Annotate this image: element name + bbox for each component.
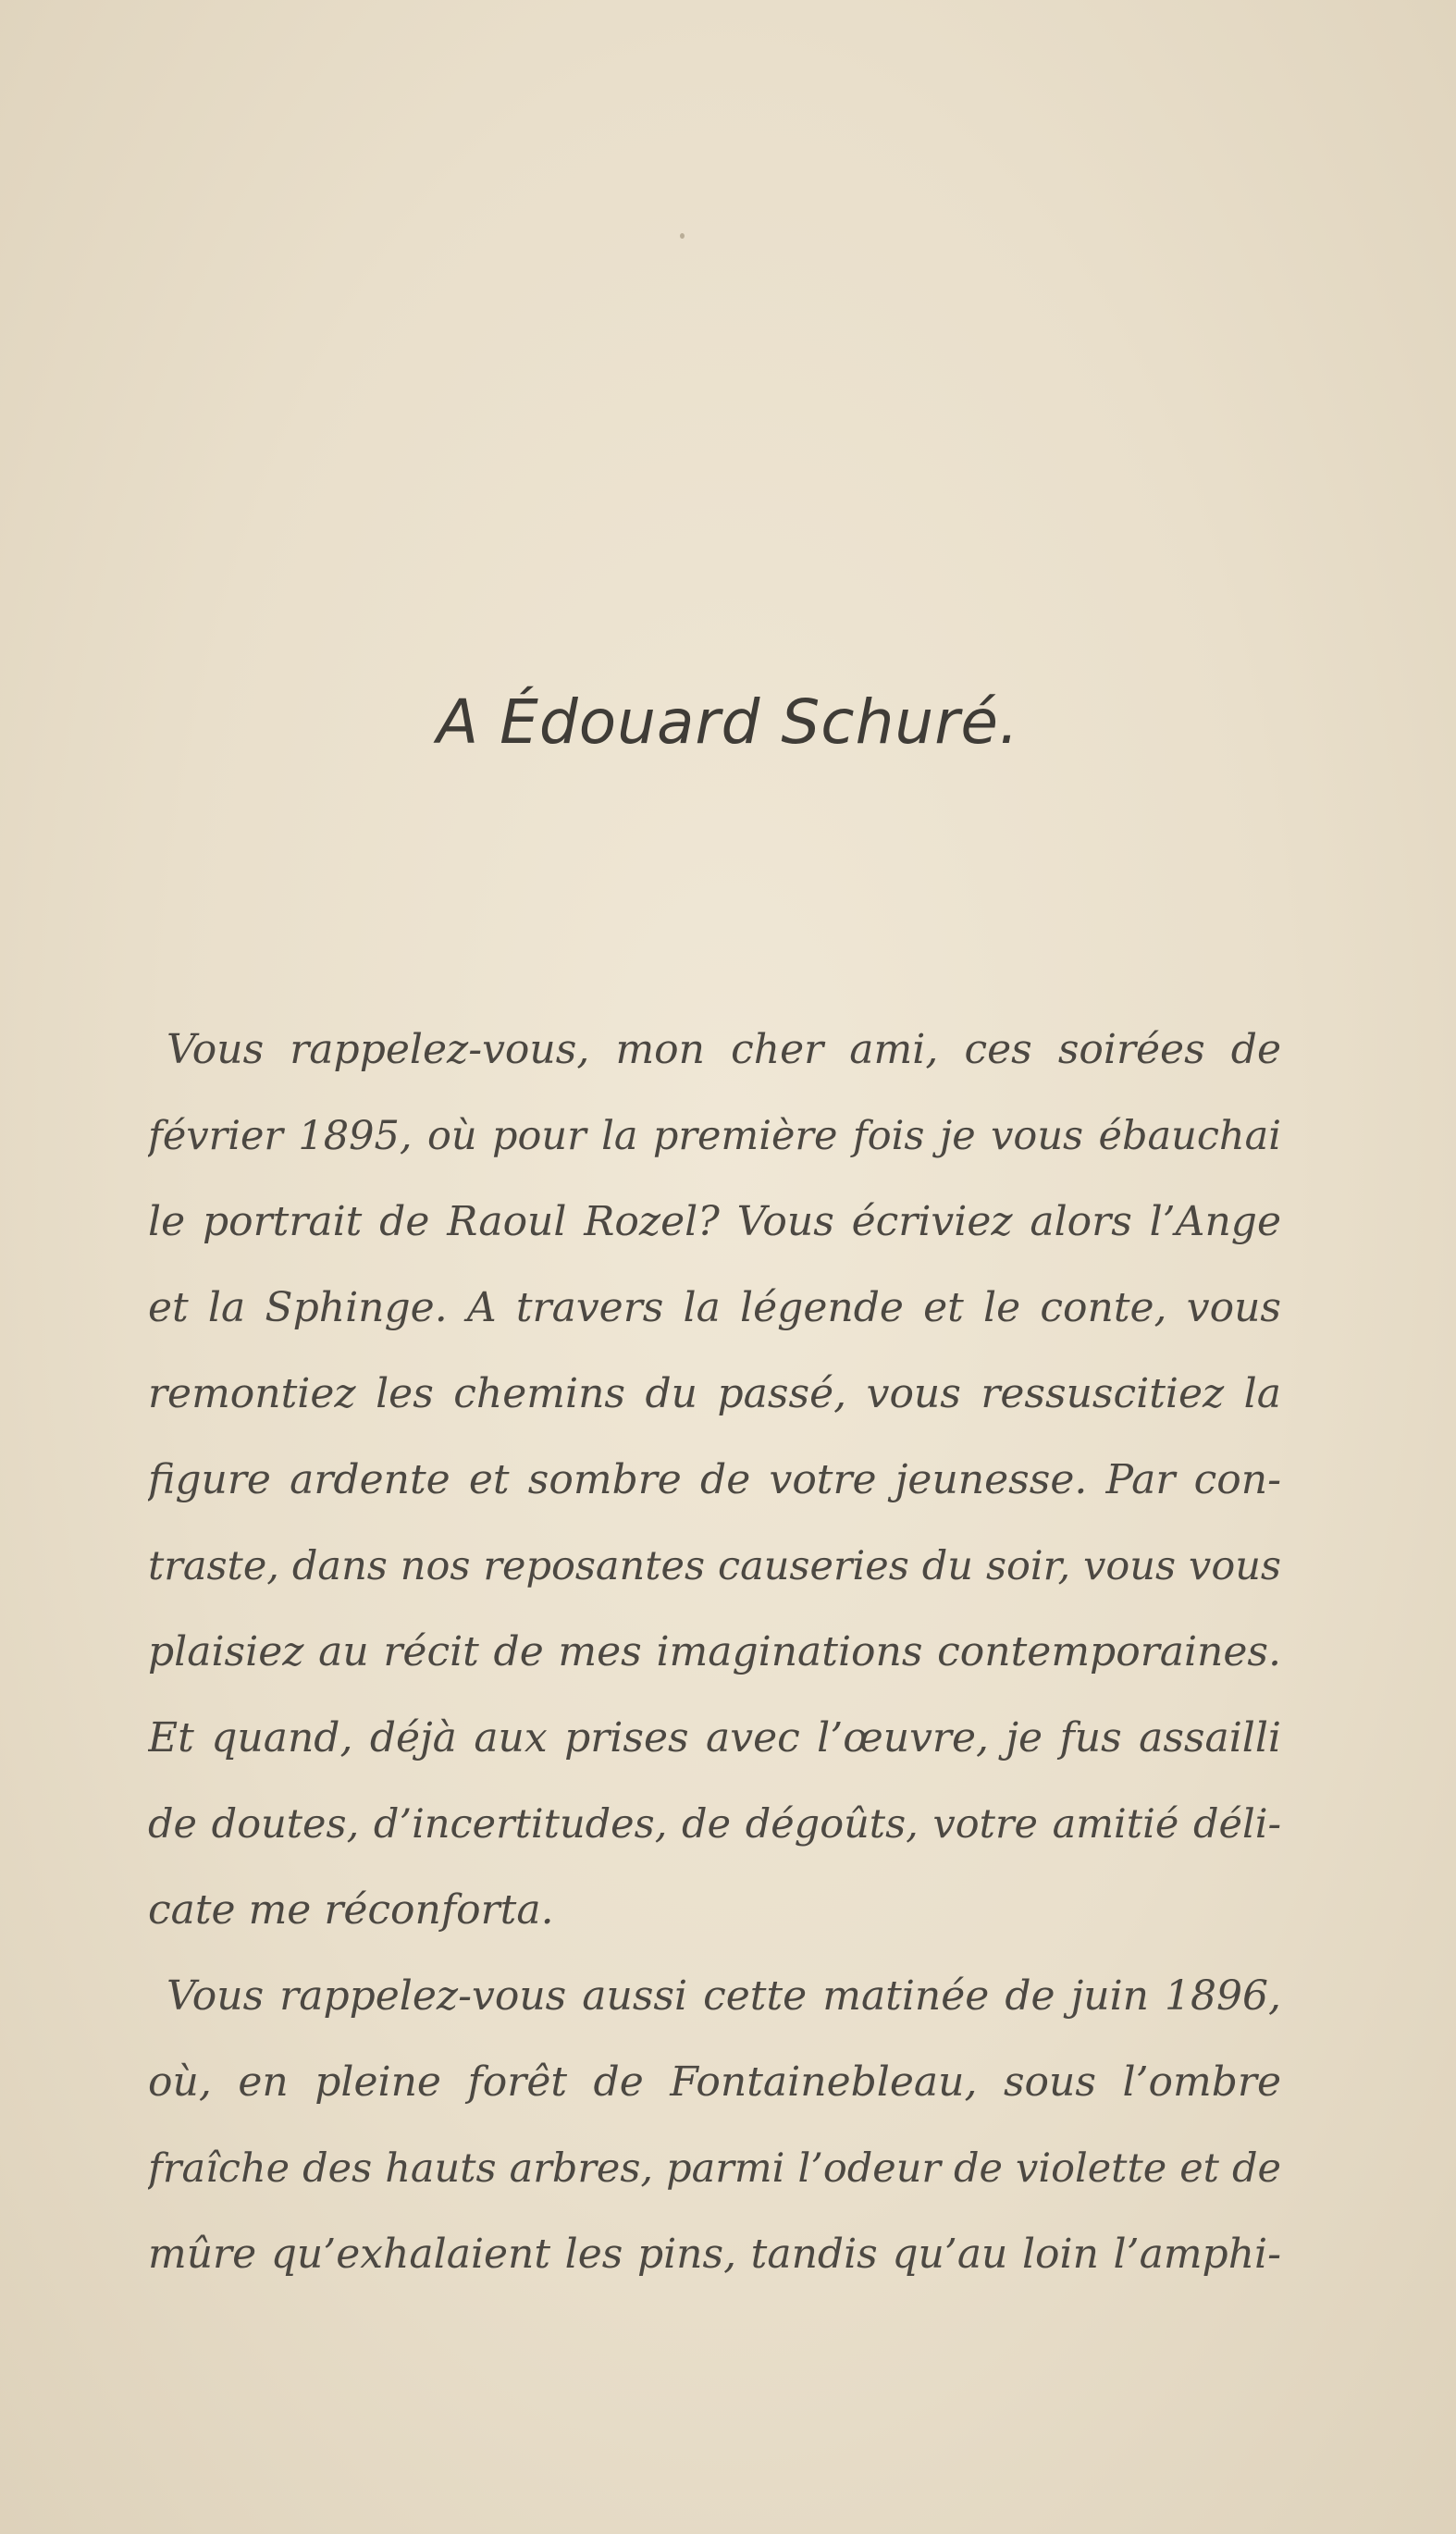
text-line: le portrait de Raoul Rozel? Vous écriviez alors l’Ange bbox=[148, 1198, 1281, 1245]
dedication-title: A Édouard Schuré. bbox=[437, 686, 1019, 758]
text-line: Et quand, déjà aux prises avec l’œuvre, je fus assailli bbox=[148, 1714, 1281, 1761]
text-line: figure ardente et sombre de votre jeunesse. Par con- bbox=[148, 1456, 1281, 1503]
paper-speck bbox=[680, 233, 685, 239]
text-line: traste, dans nos reposantes causeries du soir, vous vous bbox=[148, 1543, 1281, 1589]
text-line: de doutes, d’incertitudes, de dégoûts, votre amitié déli- bbox=[148, 1801, 1281, 1848]
text-line: Vous rappelez-vous aussi cette matinée de juin 1896, bbox=[167, 1972, 1281, 2020]
text-line: Vous rappelez-vous, mon cher ami, ces soirées de bbox=[167, 1026, 1281, 1073]
text-line: remontiez les chemins du passé, vous ressuscitiez la bbox=[148, 1370, 1281, 1417]
text-line: où, en pleine forêt de Fontainebleau, sous l’ombre bbox=[148, 2058, 1281, 2106]
text-line: et la Sphinge. A travers la légende et le conte, vous bbox=[148, 1284, 1281, 1331]
paragraph-2 bbox=[148, 1959, 1281, 2304]
paragraph-1 bbox=[148, 1013, 1281, 1959]
text-line: mûre qu’exhalaient les pins, tandis qu’au loin l’amphi- bbox=[148, 2231, 1281, 2278]
text-line: fraîche des hauts arbres, parmi l’odeur de violette et de bbox=[148, 2145, 1281, 2192]
text-line: cate me réconforta. bbox=[148, 1886, 554, 1934]
body-text bbox=[148, 1013, 1281, 2304]
text-line: février 1895, où pour la première fois je vous ébauchai bbox=[148, 1113, 1281, 1159]
text-line: plaisiez au récit de mes imaginations contemporaines. bbox=[148, 1628, 1281, 1675]
